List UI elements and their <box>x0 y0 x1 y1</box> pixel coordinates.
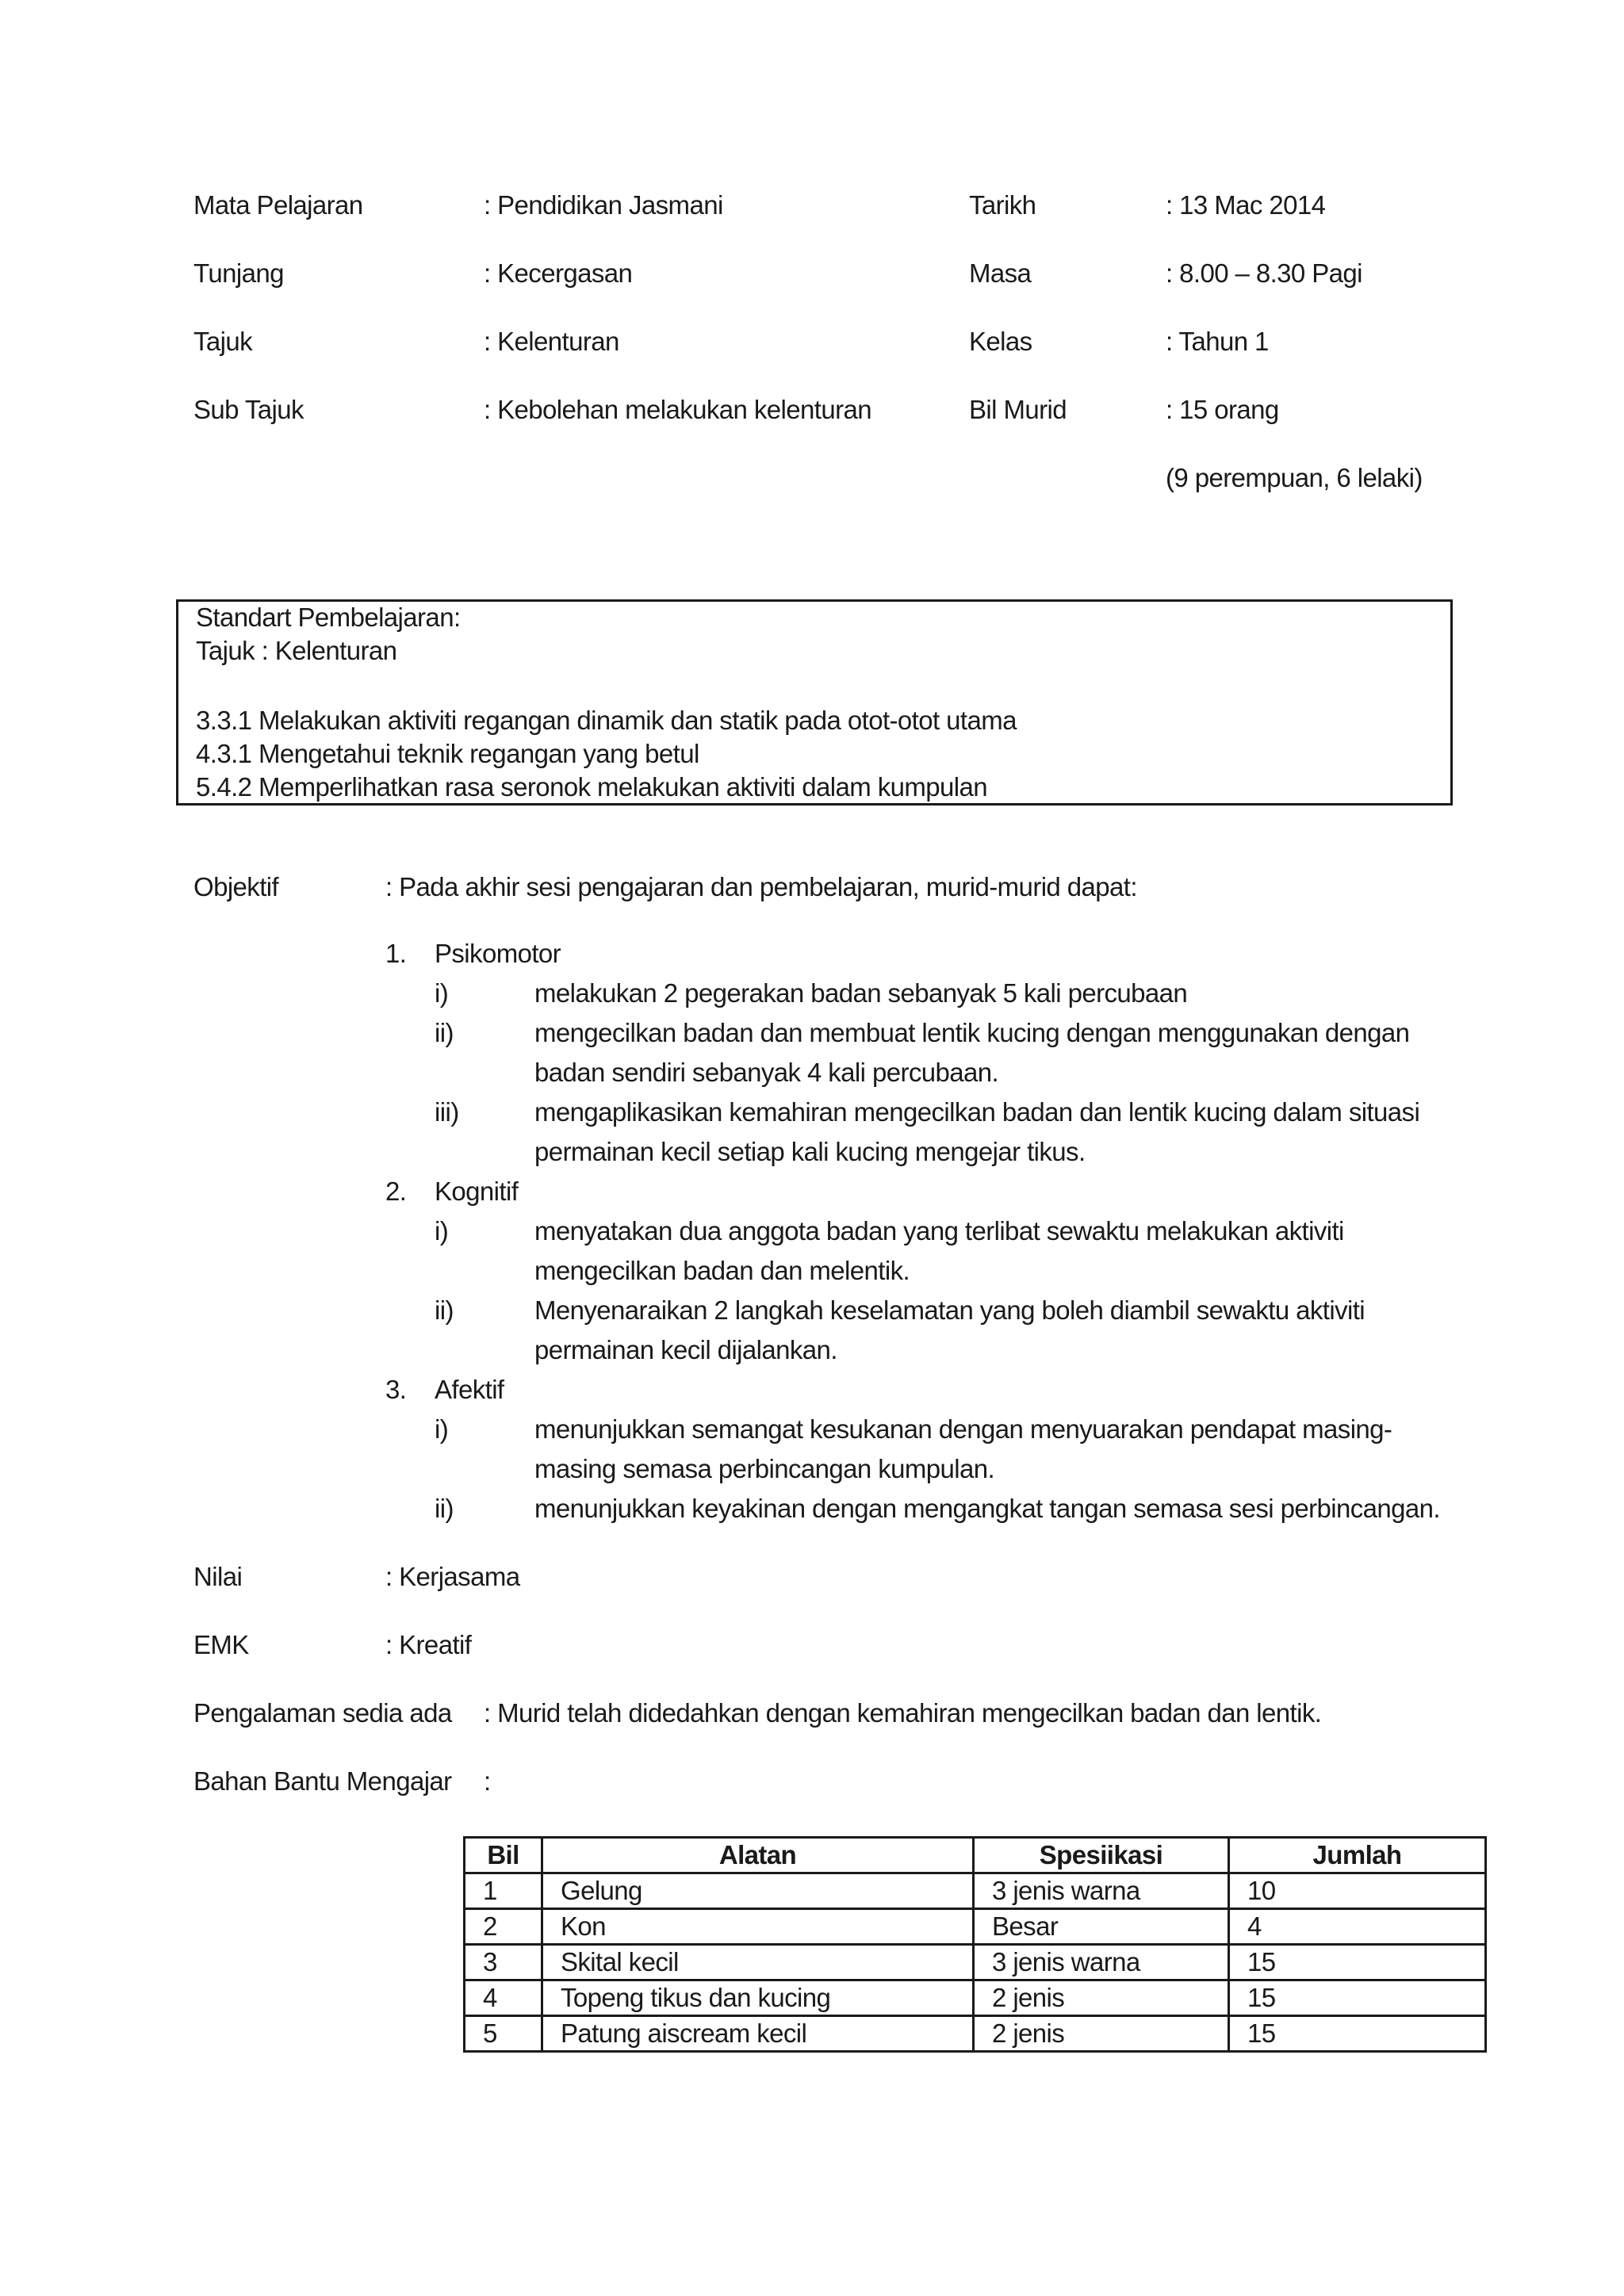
time-label: Masa <box>969 258 1032 288</box>
header-row-core <box>193 258 1494 293</box>
emk-label: EMK <box>193 1630 249 1659</box>
item-number: i) <box>435 978 449 1008</box>
time-value: : 8.00 – 8.30 Pagi <box>1166 258 1362 288</box>
objective-item: menyatakan dua anggota badan yang terlibat sewaktu melakukan aktiviti <box>534 1216 1344 1246</box>
student-breakdown: (9 perempuan, 6 lelaki) <box>1166 463 1423 492</box>
cell-bil: 1 <box>465 1873 542 1909</box>
standard-heading: Standart Pembelajaran: <box>196 603 461 632</box>
item-number: ii) <box>435 1295 454 1325</box>
subject-value: : Pendidikan Jasmani <box>484 190 723 220</box>
table-row <box>465 1980 1486 2016</box>
standard-item: 4.3.1 Mengetahui teknik regangan yang betul <box>196 739 699 768</box>
objective-item: Menyenaraikan 2 langkah keselamatan yang boleh diambil sewaktu aktiviti <box>534 1295 1365 1325</box>
topic-label: Tajuk <box>193 327 253 356</box>
category-psikomotor: Psikomotor <box>435 939 561 968</box>
category-afektif: Afektif <box>435 1375 504 1404</box>
item-number: ii) <box>435 1494 454 1523</box>
column-header-bil: Bil <box>465 1838 542 1873</box>
objective-item: menunjukkan keyakinan dengan mengangkat tangan semasa sesi perbincangan. <box>534 1494 1440 1523</box>
header-row-subtopic <box>193 395 1494 430</box>
emk-value: : Kreatif <box>385 1630 472 1659</box>
cell-jumlah: 4 <box>1229 1909 1486 1945</box>
table-row <box>465 1909 1486 1945</box>
student-count-value: : 15 orang <box>1166 395 1279 424</box>
standard-topic: Tajuk : Kelenturan <box>196 636 397 665</box>
cell-spesifikasi: 2 jenis <box>974 2016 1229 2052</box>
cell-alatan: Kon <box>542 1909 974 1945</box>
core-value: : Kecergasan <box>484 258 633 288</box>
objective-item: mengecilkan badan dan membuat lentik kucing dengan menggunakan dengan <box>534 1018 1410 1047</box>
cell-jumlah: 15 <box>1229 2016 1486 2052</box>
cell-spesifikasi: 3 jenis warna <box>974 1873 1229 1909</box>
cell-bil: 3 <box>465 1945 542 1980</box>
item-number: i) <box>435 1414 449 1444</box>
column-header-spesifikasi: Spesiikasi <box>974 1838 1229 1873</box>
nilai-value: : Kerjasama <box>385 1562 520 1591</box>
cell-alatan: Skital kecil <box>542 1945 974 1980</box>
objective-item-cont: permainan kecil dijalankan. <box>534 1335 837 1364</box>
cell-jumlah: 10 <box>1229 1873 1486 1909</box>
item-number: ii) <box>435 1018 454 1047</box>
category-number: 3. <box>385 1375 407 1404</box>
teaching-aids-table <box>463 1836 1487 2053</box>
teaching-aids-colon: : <box>484 1766 491 1796</box>
category-number: 2. <box>385 1177 407 1206</box>
subtopic-label: Sub Tajuk <box>193 395 304 424</box>
column-header-jumlah: Jumlah <box>1229 1838 1486 1873</box>
column-header-alatan: Alatan <box>542 1838 974 1873</box>
subtopic-value: : Kebolehan melakukan kelenturan <box>484 395 871 424</box>
objective-item: melakukan 2 pegerakan badan sebanyak 5 kali percubaan <box>534 978 1188 1008</box>
category-number: 1. <box>385 939 407 968</box>
student-count-label: Bil Murid <box>969 395 1067 424</box>
prior-experience-label: Pengalaman sedia ada <box>193 1698 452 1728</box>
learning-standard-box <box>176 599 1453 806</box>
date-label: Tarikh <box>969 190 1036 220</box>
objective-item-cont: permainan kecil setiap kali kucing mengejar tikus. <box>534 1137 1086 1166</box>
nilai-label: Nilai <box>193 1562 243 1591</box>
table-header-row <box>465 1838 1486 1873</box>
objective-item: menunjukkan semangat kesukanan dengan menyuarakan pendapat masing- <box>534 1414 1392 1444</box>
cell-bil: 2 <box>465 1909 542 1945</box>
cell-spesifikasi: 2 jenis <box>974 1980 1229 2016</box>
standard-item: 3.3.1 Melakukan aktiviti regangan dinamik dan statik pada otot-otot utama <box>196 706 1017 735</box>
objectives-intro: : Pada akhir sesi pengajaran dan pembelajaran, murid-murid dapat: <box>385 872 1137 901</box>
cell-bil: 5 <box>465 2016 542 2052</box>
class-value: : Tahun 1 <box>1166 327 1269 356</box>
core-label: Tunjang <box>193 258 284 288</box>
objective-item-cont: masing semasa perbincangan kumpulan. <box>534 1454 995 1483</box>
cell-spesifikasi: 3 jenis warna <box>974 1945 1229 1980</box>
objective-item-cont: mengecilkan badan dan melentik. <box>534 1256 910 1285</box>
class-label: Kelas <box>969 327 1032 356</box>
cell-jumlah: 15 <box>1229 1980 1486 2016</box>
teaching-aids-label: Bahan Bantu Mengajar <box>193 1766 452 1796</box>
cell-alatan: Patung aiscream kecil <box>542 2016 974 2052</box>
item-number: iii) <box>435 1097 459 1127</box>
objective-item: mengaplikasikan kemahiran mengecilkan badan dan lentik kucing dalam situasi <box>534 1097 1420 1127</box>
subject-label: Mata Pelajaran <box>193 190 363 220</box>
cell-spesifikasi: Besar <box>974 1909 1229 1945</box>
table-row <box>465 2016 1486 2052</box>
topic-value: : Kelenturan <box>484 327 619 356</box>
item-number: i) <box>435 1216 449 1246</box>
objectives-label: Objektif <box>193 872 279 901</box>
standard-item: 5.4.2 Memperlihatkan rasa seronok melakukan aktiviti dalam kumpulan <box>196 772 987 802</box>
date-value: : 13 Mac 2014 <box>1166 190 1326 220</box>
header-row-topic <box>193 327 1494 362</box>
cell-bil: 4 <box>465 1980 542 2016</box>
table-row <box>465 1945 1486 1980</box>
category-kognitif: Kognitif <box>435 1177 519 1206</box>
cell-alatan: Gelung <box>542 1873 974 1909</box>
prior-experience-value: : Murid telah didedahkan dengan kemahiran mengecilkan badan dan lentik. <box>484 1698 1322 1728</box>
header-row-subject <box>193 190 1494 225</box>
cell-alatan: Topeng tikus dan kucing <box>542 1980 974 2016</box>
objective-item-cont: badan sendiri sebanyak 4 kali percubaan. <box>534 1058 999 1087</box>
table-row <box>465 1873 1486 1909</box>
cell-jumlah: 15 <box>1229 1945 1486 1980</box>
